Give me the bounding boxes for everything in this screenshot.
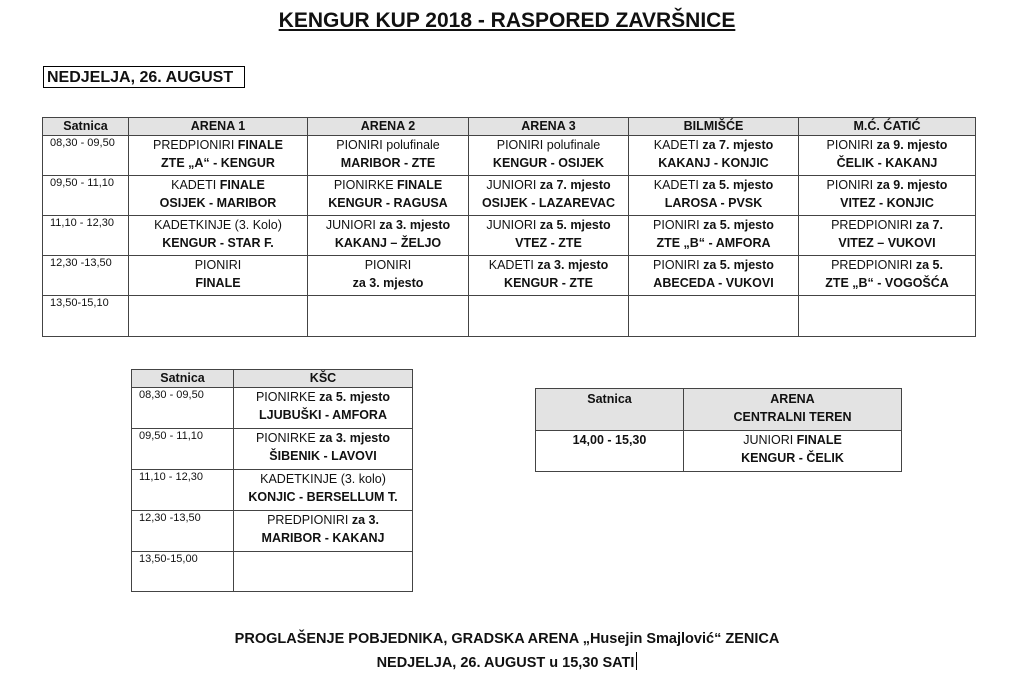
table-row: [132, 552, 413, 592]
match-cell: [629, 136, 799, 176]
arena-central-table: [535, 388, 902, 472]
teams-text: KENGUR - ČELIK: [741, 451, 844, 465]
match-cell: [129, 136, 308, 176]
category-text: PIONIRKE: [255, 390, 320, 404]
award-ceremony-date-line: [0, 652, 1014, 671]
category-text: PREDPIONIRI: [831, 258, 916, 272]
time-cell: 09,50 - 11,10: [132, 429, 234, 470]
category-text: KADETKINJE (3. Kolo): [154, 218, 282, 232]
category-text: PREDPIONIRI: [153, 138, 238, 152]
match-cell: [129, 176, 308, 216]
stage-text: za 7. mjesto: [702, 138, 774, 152]
time-cell: 12,30 -13,50: [43, 256, 129, 296]
main-schedule-table: [42, 117, 976, 337]
time-cell: 11,10 - 12,30: [132, 470, 234, 511]
match-cell: [629, 216, 799, 256]
category-text: JUNIORI: [486, 178, 540, 192]
match-cell: [469, 136, 629, 176]
time-cell: 13,50-15,10: [43, 296, 129, 337]
category-text: JUNIORI: [486, 218, 540, 232]
header-arena-3: ARENA 3: [469, 118, 629, 136]
teams-text: LJUBUŠKI - AMFORA: [258, 408, 387, 422]
text-cursor: [636, 652, 637, 670]
category-text: PIONIRKE: [255, 431, 320, 445]
category-text: PIONIRI: [364, 258, 412, 272]
award-ceremony-line: PROGLAŠENJE POBJEDNIKA, GRADSKA ARENA „Husejin Smajlović“ ZENICA: [234, 631, 780, 647]
table-header-row: [43, 118, 976, 136]
empty-cell: [308, 296, 469, 337]
empty-cell: [799, 296, 976, 337]
match-cell: [629, 256, 799, 296]
header-satnica: Satnica: [132, 370, 234, 388]
header-arena-1: ARENA 1: [129, 118, 308, 136]
teams-text: OSIJEK - MARIBOR: [159, 196, 277, 210]
match-cell: [684, 431, 902, 472]
match-cell: [629, 176, 799, 216]
category-text: PIONIRI polufinale: [496, 138, 601, 152]
category-text: PREDPIONIRI: [267, 513, 352, 527]
header-mc-catic: M.Ć. ĆATIĆ: [799, 118, 976, 136]
header-satnica: Satnica: [43, 118, 129, 136]
teams-text: VITEZ - KONJIC: [840, 196, 934, 210]
match-cell: [799, 176, 976, 216]
category-text: JUNIORI: [325, 218, 380, 232]
time-cell: 12,30 -13,50: [132, 511, 234, 552]
table-header-row: [536, 389, 902, 431]
match-cell: [129, 216, 308, 256]
time-cell: 08,30 - 09,50: [132, 388, 234, 429]
teams-text: ZTE „A“ - KENGUR: [161, 156, 275, 170]
empty-cell: [629, 296, 799, 337]
stage-text: za 3. mjesto: [379, 218, 451, 232]
time-cell: 14,00 - 15,30: [536, 431, 684, 472]
stage-text: za 5. mjesto: [319, 390, 391, 404]
category-text: PREDPIONIRI: [831, 218, 916, 232]
stage-text: za 5. mjesto: [703, 218, 774, 232]
category-text: KADETI: [488, 258, 538, 272]
teams-text: FINALE: [195, 276, 241, 290]
category-text: PIONIRI: [653, 218, 704, 232]
teams-text: ČELIK - KAKANJ: [836, 156, 938, 170]
category-text: PIONIRI: [653, 258, 704, 272]
match-cell: [308, 176, 469, 216]
header-satnica: Satnica: [536, 389, 684, 431]
time-cell: 09,50 - 11,10: [43, 176, 129, 216]
teams-text: MARIBOR - ZTE: [340, 156, 436, 170]
ksc-schedule-table: [131, 369, 413, 592]
teams-text: MARIBOR - KAKANJ: [261, 531, 385, 545]
teams-text: OSIJEK - LAZAREVAC: [481, 196, 616, 210]
category-text: KADETKINJE (3. kolo): [260, 472, 386, 486]
date-label: NEDJELJA, 26. AUGUST: [43, 66, 245, 88]
teams-text: KAKANJ – ŽELJO: [334, 236, 442, 250]
teams-text: KENGUR - STAR F.: [162, 236, 274, 250]
match-cell: [234, 511, 413, 552]
header-bilmisce: BILMIŠĆE: [629, 118, 799, 136]
empty-cell: [129, 296, 308, 337]
stage-text: za 5. mjesto: [702, 178, 774, 192]
teams-text: VITEZ – VUKOVI: [838, 236, 936, 250]
teams-text: KENGUR - RAGUSA: [328, 196, 448, 210]
match-cell: [234, 470, 413, 511]
award-date-text: NEDJELJA, 26. AUGUST u 15,30 SATI: [376, 655, 635, 671]
stage-text: za 5. mjesto: [703, 258, 774, 272]
stage-text: za 9. mjesto: [876, 178, 948, 192]
table-row: [43, 296, 976, 337]
header-arena-line2: CENTRALNI TEREN: [733, 410, 852, 424]
table-header-row: [132, 370, 413, 388]
stage-text: za 7. mjesto: [539, 178, 611, 192]
empty-cell: [234, 552, 413, 592]
teams-text: ŠIBENIK - LAVOVI: [269, 449, 377, 463]
match-cell: [234, 388, 413, 429]
category-text: PIONIRKE: [333, 178, 398, 192]
table-row: [43, 136, 976, 176]
category-text: KADETI: [171, 178, 220, 192]
stage-text: FINALE: [219, 178, 265, 192]
stage-text: za 5.: [915, 258, 943, 272]
table-row: [43, 256, 976, 296]
time-cell: 11,10 - 12,30: [43, 216, 129, 256]
match-cell: [799, 136, 976, 176]
stage-text: FINALE: [397, 178, 443, 192]
category-text: PIONIRI: [826, 178, 877, 192]
category-text: JUNIORI: [743, 433, 797, 447]
stage-text: FINALE: [237, 138, 283, 152]
table-row: [132, 388, 413, 429]
match-cell: [799, 256, 976, 296]
header-ksc: KŠC: [234, 370, 413, 388]
category-text: KADETI: [653, 138, 703, 152]
stage-text: za 7.: [915, 218, 943, 232]
match-cell: [799, 216, 976, 256]
table-row: [536, 431, 902, 472]
match-cell: [129, 256, 308, 296]
match-cell: [234, 429, 413, 470]
empty-cell: [469, 296, 629, 337]
table-row: [43, 176, 976, 216]
match-cell: [469, 216, 629, 256]
table-row: [43, 216, 976, 256]
category-text: PIONIRI: [194, 258, 242, 272]
header-arena-line1: ARENA: [770, 392, 815, 406]
match-cell: [308, 136, 469, 176]
document-title: KENGUR KUP 2018 - RASPORED ZAVRŠNICE: [278, 9, 736, 32]
stage-text: za 3.: [351, 513, 379, 527]
match-cell: [308, 216, 469, 256]
category-text: PIONIRI: [826, 138, 877, 152]
teams-text: LAROSA - PVSK: [664, 196, 763, 210]
category-text: PIONIRI polufinale: [336, 138, 440, 152]
table-row: [132, 470, 413, 511]
time-cell: 13,50-15,00: [132, 552, 234, 592]
stage-text: FINALE: [796, 433, 842, 447]
teams-text: KENGUR - ZTE: [504, 276, 593, 290]
teams-text: VTEZ - ZTE: [515, 236, 582, 250]
teams-text: za 3. mjesto: [352, 276, 424, 290]
teams-text: KENGUR - OSIJEK: [492, 156, 605, 170]
teams-text: ZTE „B“ - VOGOŠĆA: [825, 276, 949, 290]
header-arena-central: [684, 389, 902, 431]
stage-text: za 5. mjesto: [539, 218, 611, 232]
time-cell: 08,30 - 09,50: [43, 136, 129, 176]
teams-text: KAKANJ - KONJIC: [658, 156, 769, 170]
teams-text: KONJIC - BERSELLUM T.: [248, 490, 398, 504]
match-cell: [308, 256, 469, 296]
match-cell: [469, 256, 629, 296]
category-text: KADETI: [653, 178, 703, 192]
stage-text: za 3. mjesto: [319, 431, 391, 445]
teams-text: ABECEDA - VUKOVI: [653, 276, 774, 290]
table-row: [132, 429, 413, 470]
stage-text: za 9. mjesto: [876, 138, 948, 152]
table-row: [132, 511, 413, 552]
teams-text: ZTE „B“ - AMFORA: [656, 236, 771, 250]
stage-text: za 3. mjesto: [537, 258, 609, 272]
header-arena-2: ARENA 2: [308, 118, 469, 136]
match-cell: [469, 176, 629, 216]
